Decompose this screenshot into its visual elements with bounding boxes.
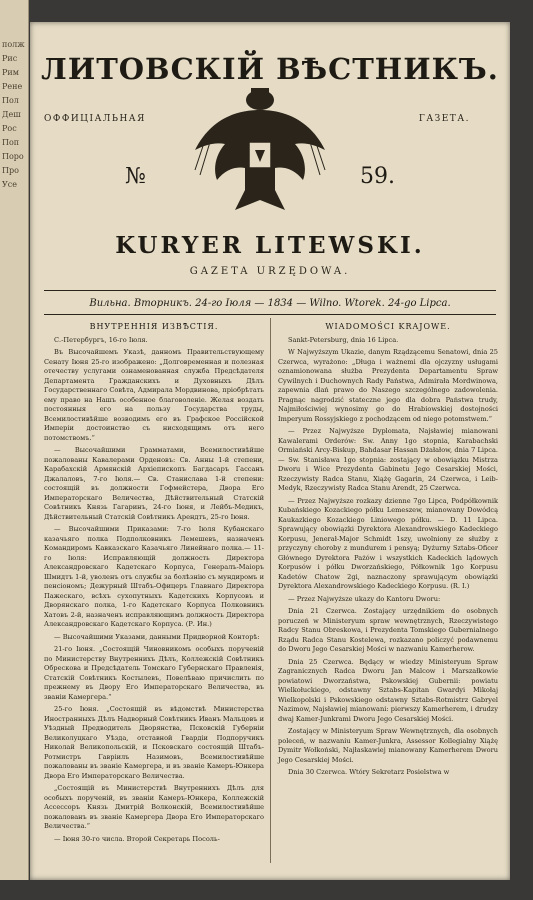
article-paragraph: — Przez Najwyższe ukazy do Kantoru Dworu:	[288, 594, 441, 603]
double-headed-eagle-emblem	[185, 80, 335, 230]
article-paragraph: — Высочайшими Приказами: 7-го Іюля Кубанскаго казачьяго полка Подполковникъ Лемешевъ, назначенъ Командиромъ Кавказскаго Казачьяго Линейнаго полка.— 11-го Іюля: Исправляющій должность Директора Александровскаго Кадетскаго Корпуса, Генералъ-Маіоръ Шмидтъ 1-й, уволенъ отъ службы за болѣзнію съ мундиромъ и пенсіономъ; Дежурный Штабъ-Офицеръ Главнаго Директора Пажескаго, всѣхъ сухопутныхъ Кадетскихъ Корпусовъ и Дворянскаго полка, 1-го Кадетскаго Корпуса Полковникъ Хатовъ 2-й, назначенъ исправляющимъ должность Директора Александровскаго Кадетскаго Корпуса. (Р. Ин.)	[44, 525, 264, 628]
official-label: ОФФИЦІАЛЬНАЯ	[44, 114, 146, 124]
article-paragraph: Въ Высочайшемъ Указѣ, данномъ Правительствующему Сенату Іюня 25-го изображено: „Долговременная и полезная отечеству услугами ознаменованная служба Предсѣдателя Департамента Гражданскихъ и Духовныхъ Дѣлъ Государственнаго Совѣта, Адмирала Мордвинова, пріобрѣтать ему право на Нашъ особенное благоволеніе. Желая воздать постоянныя его на пользу Государства труды, Всемилостивѣйше возводимъ его въ Графское Россійской Имперіи достоинство съ нисходящимъ отъ него потомствомъ.“	[44, 348, 264, 442]
dateline: Вильна. Вторникъ. 24-го Іюля — 1834 — Wilno. Wtorek. 24-go Lipca.	[89, 298, 451, 309]
previous-page-fragment: Пол	[2, 96, 19, 105]
masthead-title-polish: KURYER LITEWSKI.	[115, 232, 425, 259]
bottom-rule	[44, 314, 496, 315]
article-paragraph: 21-го Іюня. „Состоящій Чиновникомъ особыхъ порученій по Министерству Внутреннихъ Дѣлъ, Коллежскій Совѣтникъ Обрескова и Предсѣдатель Томскаго Губернскаго Правленія, Статскій Совѣтникъ Костылевъ, Повелѣваю причислить по прежнему въ Двору Его Императорскаго Величества, въ званіи Камергера.“	[44, 645, 264, 701]
right-column-heading: WIADOMOŚCI KRAJOWE.	[325, 322, 451, 331]
article-paragraph: Dnia 21 Czerwca. Zostający urzędnikiem do osobnych poruczeń w Ministeryum spraw wewnętrznych, Rzeczywistego Radcy Stanu Obreskowa, i Prezydenta Tomskiego Gubernialnego Rządu Radca Stanu Kostelewa, rozkazano policzyć podawnemu do Dworu Jego Cesarskiej Mości w nazwaniu Kamerherow.	[278, 607, 498, 653]
article-paragraph: Dnia 25 Czerwca. Będący w wiedzy Ministeryum Spraw Zagranicznych Radca Dworu Jan Malcow i Marszałkowie powiatowi Dworzaństwa, Pskowskiej Gubernii: powiatu Wielkołuckiego, odstawny Sztabs-Kapitan Gwardyi Mikołaj Wielkopolski i Pskowskiego odstawny Sztabs-Rotmistrz Gabryel Nazimow, Najsławiej mianowani: pierwszy Kamerherem, i drudzy dwaj Kamer-Junkrami Dworu Jego Cesarskiej Mości.	[278, 657, 498, 723]
issue-number: 59.	[360, 164, 395, 189]
left-column-heading: ВНУТРЕННІЯ ИЗВѢСТІЯ.	[89, 322, 219, 331]
previous-page-fragment: полж	[2, 40, 25, 49]
article-paragraph: Zostający w Ministeryum Spraw Wewnętrznych, dla osobnych poleceń, w nazwaniu Kamer-Junkra, Assessor Kollegialny Xiążę Dymitr Wołkoński, Najłaskawiej mianowany Kamerherem Dworu Jego Cesarskiej Mości.	[278, 727, 498, 764]
gazeta-label: ГАЗЕТА.	[418, 114, 470, 124]
article-paragraph: Dnia 30 Czerwca. Wtóry Sekretarz Posielstwa w	[288, 768, 450, 776]
masthead-subtitle-polish: GAZETA URZĘDOWA.	[189, 266, 351, 277]
article-paragraph: 25-го Іюня. „Состоящій въ вѣдомствѣ Министерства Иностранныхъ Дѣлъ Надворный Совѣтникъ Иванъ Мальцовъ и Уѣздный Предводитель Дворянства, Псковскій Губерніи Великолуцкаго Уѣзда, отставной Гвардіи Подпоручикъ Николай Великопольскій, и Псковскаго состоящій Штабъ-Ротмистръ Гавріилъ Назимовъ, Всемилостивѣйше пожалованы въ званіе Камергера, и въ званіе Камеръ-Юнкера Двора Его Императорскаго Величества.	[44, 705, 264, 780]
article-paragraph: С.-Петербургъ, 16-го Іюля.	[54, 335, 148, 344]
left-column-russian	[44, 322, 264, 847]
article-paragraph: „Состоящій въ Министерствѣ Внутреннихъ Дѣлъ для особыхъ порученій, въ званіи Камеръ-Юнкера, Коллежскій Ассессоръ Князь Дмитрій Волконскій, Всемилостивѣйше пожалованъ въ званіе Камергера Двора Его Императорскаго Величества.“	[44, 784, 264, 830]
previous-page-fragment: Про	[2, 166, 19, 175]
article-paragraph: — Іюня 30-го числа. Второй Секретарь Посоль-	[54, 834, 220, 843]
previous-page-fragment: Деш	[2, 110, 21, 119]
masthead-title-russian: ЛИТОВСКІЙ ВѢСТНИКЪ.	[41, 52, 499, 86]
article-paragraph: Sankt-Petersburg, dnia 16 Lipca.	[288, 335, 399, 344]
previous-page-fragment: Рос	[2, 124, 17, 133]
previous-page-edge	[0, 0, 29, 880]
article-paragraph: — Przez Najwyższe rozkazy dzienne 7go Lipca, Podpółkownik Kubańskiego Kozackiego półku Lemeszew, mianowany Dowódcą Kaukazkiego Kozackiego Liniowego półku. — D. 11 Lipca. Sprawujący obowiązki Dyrektora Alexandrowskiego Kadeckiego Korpusu, Jenerał-Major Schmidt 1szy, uwolniony ze służby z przyczyny choroby z mundurem i pensyą; Dyżurny Sztabs-Oficer Głównego Dyrektora Pażów i wszystkich Kadeckich lądowych Korpusów i półku Dworzańskiego, Półkownik 1go Korpusu Kadetów Chatow 2gi, naznaczony sprawującym obowiązki Dyrektora Alexandrowskiego Kadeckiego Korpusu. (R. I.)	[278, 496, 498, 590]
previous-page-fragment: Поро	[2, 152, 24, 161]
previous-page-fragment: Рене	[2, 82, 23, 91]
right-column-polish	[278, 322, 498, 781]
previous-page-fragment: Поп	[2, 138, 20, 147]
newspaper-page	[30, 22, 510, 880]
column-divider	[270, 318, 271, 863]
article-paragraph: — Przez Najwyższe Dyplomata, Najsławiej mianowani Kawalerami Orderów: Sw. Anny 1go stopnia, Karabachski Ormiański Arcy-Biskup, Bahdasar Hassan Dżałałow, dnia 7 Lipca. — Sw. Stanisława 1go stopnia: zostający w obowiązku Mistrza Dworu i Wice Prezydenta Gabinetu Jego Cesarskiej Mości, Rzeczywisty Radca Stanu, Xiążę Gagarin, 24 Czerwca, i Leib-Medyk, Rzeczywisty Radca Stanu Arendt, 25 Czerwca.	[278, 427, 498, 492]
article-paragraph: W Najwyższym Ukazie, danym Rządzącemu Senatowi, dnia 25 Czerwca, wyrażono: „Długa i ważnemi dla ojczyzny usługami oznamionowana służba Prezydenta Departamentu Spraw Cywilnych i Duchownych Rady Państwa, Admirała Mordwinowa, zapewnia dlań prawo do Naszego szczególnego zadowolenia. Pragnąc nagrodzić stateczne jego dla dobra Państwa trudy, Najmiłościwiej wynosimy go do Hrabiowskiej dostojności Imperyum Rossyjskiego z pochodzącem od niego potomstwem.“	[278, 348, 498, 423]
top-rule	[44, 290, 496, 291]
article-paragraph: — Высочайшими Указами, данными Придворной Конторѣ:	[54, 632, 260, 641]
article-paragraph: — Высочайшими Грамматами, Всемилостивѣйше пожалованы Кавалерами Орденовъ: Св. Анны 1-й степени, Карабахскій Армянскій Архіепископъ Багдасаръ Гассанъ Джалаловъ, 7-го Іюля.— Св. Станислава 1-й степени: состоящій въ должности Гофмейстера, Двора Его Императорскаго Величества, Дѣйствительный Статскій Совѣтникъ Князь Гагаринъ, 24-го Іюня, и Лейбъ-Медикъ, Дѣйствительный Статскій Совѣтникъ Арендтъ, 25-го Іюня.	[44, 446, 264, 521]
previous-page-fragment: Рис	[2, 54, 18, 63]
previous-page-fragment: Рим	[2, 68, 19, 77]
issue-number-label: №	[125, 164, 146, 189]
previous-page-fragment: Усе	[2, 180, 17, 189]
